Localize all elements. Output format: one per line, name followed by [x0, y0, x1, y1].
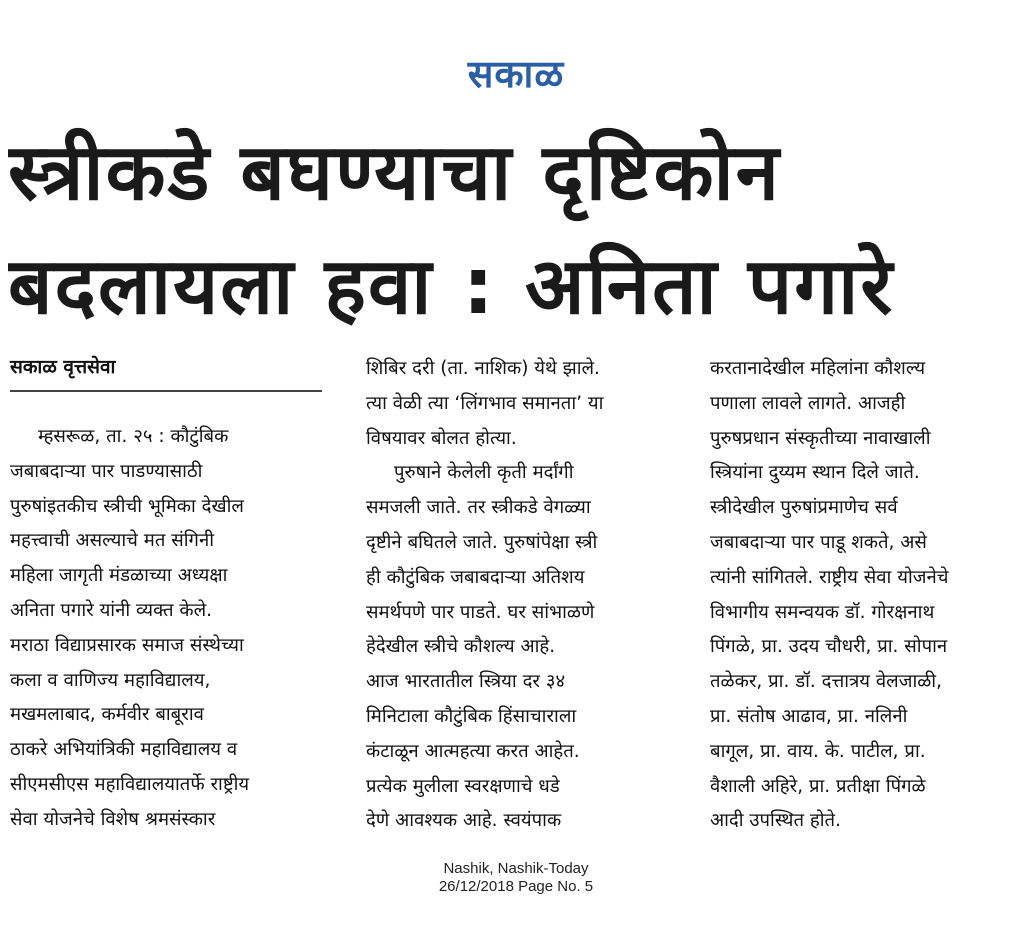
column-line: कला व वाणिज्य महाविद्यालय,: [10, 669, 211, 691]
column-line: ठाकरे अभियांत्रिकी महाविद्यालय व: [10, 739, 238, 761]
column-line: ही कौटुंबिक जबाबदाऱ्या अतिशय: [366, 566, 585, 588]
column-line: आदी उपस्थित होते.: [710, 810, 841, 832]
column-line: देणे आवश्यक आहे. स्वयंपाक: [366, 810, 562, 832]
footer-date-page: 26/12/2018 Page No. 5: [438, 878, 594, 895]
column-line: कंटाळून आत्महत्या करत आहेत.: [366, 740, 580, 762]
article-column-3: [710, 352, 1026, 839]
column-line: विषयावर बोलत होत्या.: [366, 427, 517, 449]
column-line: तळेकर, प्रा. डॉ. दत्तात्रय वेलजाळी,: [710, 671, 942, 693]
column-line: प्रा. संतोष आढाव, प्रा. नलिनी: [710, 705, 908, 727]
article-column-2: [366, 352, 688, 839]
column-line: बागूल, प्रा. वाय. के. पाटील, प्रा.: [710, 740, 926, 762]
column-line: वैशाली अहिरे, प्रा. प्रतीक्षा पिंगळे: [710, 775, 926, 797]
column-line: स्त्रीदेखील पुरुषांप्रमाणेच सर्व: [710, 497, 898, 519]
column-line: सेवा योजनेचे विशेष श्रमसंस्कार: [10, 808, 216, 830]
column-line: महत्त्वाची असल्याचे मत संगिनी: [10, 530, 215, 552]
column-line: सीएमसीएस महाविद्यालयातर्फे राष्ट्रीय: [10, 773, 250, 795]
article-column-1: [10, 420, 330, 838]
column-line: प्रत्येक मुलीला स्वरक्षणाचे धडे: [366, 775, 560, 797]
column-line: विभागीय समन्वयक डॉ. गोरक्षनाथ: [710, 601, 935, 623]
column-line: त्यांनी सांगितले. राष्ट्रीय सेवा योजनेचे: [710, 566, 949, 588]
column-line: शिबिर दरी (ता. नाशिक) येथे झाले.: [366, 358, 600, 379]
masthead-logo: सकाळ: [467, 52, 565, 96]
column-line: मराठा विद्याप्रसारक समाज संस्थेच्या: [10, 634, 244, 656]
column-line: म्हसरूळ, ता. २५ : कौटुंबिक: [38, 426, 229, 447]
byline: सकाळ वृत्तसेवा: [10, 352, 322, 392]
column-line: पुरुषांइतकीच स्त्रीची भूमिका देखील: [10, 495, 244, 517]
column-line: जबाबदाऱ्या पार पाडू शकते, असे: [710, 531, 927, 553]
column-line: मिनिटाला कौटुंबिक हिंसाचाराला: [366, 705, 577, 727]
headline-line-2: बदलायला हवा : अनिता पगारे: [8, 242, 895, 332]
page-footer: [0, 860, 1032, 896]
column-line: दृष्टीने बघितले जाते. पुरुषांपेक्षा स्त्री: [366, 531, 598, 553]
column-line: हेदेखील स्त्रीचे कौशल्य आहे.: [366, 636, 556, 658]
column-line: पुरुषप्रधान संस्कृतीच्या नावाखाली: [710, 427, 931, 449]
column-line: अनिता पगारे यांनी व्यक्त केले.: [10, 599, 213, 621]
column-line: मखमलाबाद, कर्मवीर बाबूराव: [10, 704, 204, 726]
column-line: स्त्रियांना दुय्यम स्थान दिले जाते.: [710, 462, 920, 484]
headline-line-1: स्त्रीकडे बघण्याचा दृष्टिकोन: [8, 128, 781, 218]
column-line: समजली जाते. तर स्त्रीकडे वेगळ्या: [366, 497, 591, 519]
footer-location: Nashik, Nashik-Today: [443, 860, 589, 877]
column-line: त्या वेळी त्या ‘लिंगभाव समानता’ या: [366, 392, 604, 414]
column-line: पिंगळे, प्रा. उदय चौधरी, प्रा. सोपान: [710, 636, 948, 658]
column-line: पणाला लावले लागते. आजही: [710, 392, 906, 414]
column-line: पुरुषाने केलेली कृती मर्दांगी: [394, 462, 574, 484]
column-line: करतानादेखील महिलांना कौशल्य: [710, 358, 926, 379]
column-line: जबाबदाऱ्या पार पाडण्यासाठी: [10, 460, 203, 482]
column-line: आज भारतातील स्त्रिया दर ३४: [366, 671, 566, 693]
column-line: महिला जागृती मंडळाच्या अध्यक्षा: [10, 565, 228, 587]
column-line: समर्थपणे पार पाडते. घर सांभाळणे: [366, 601, 595, 623]
